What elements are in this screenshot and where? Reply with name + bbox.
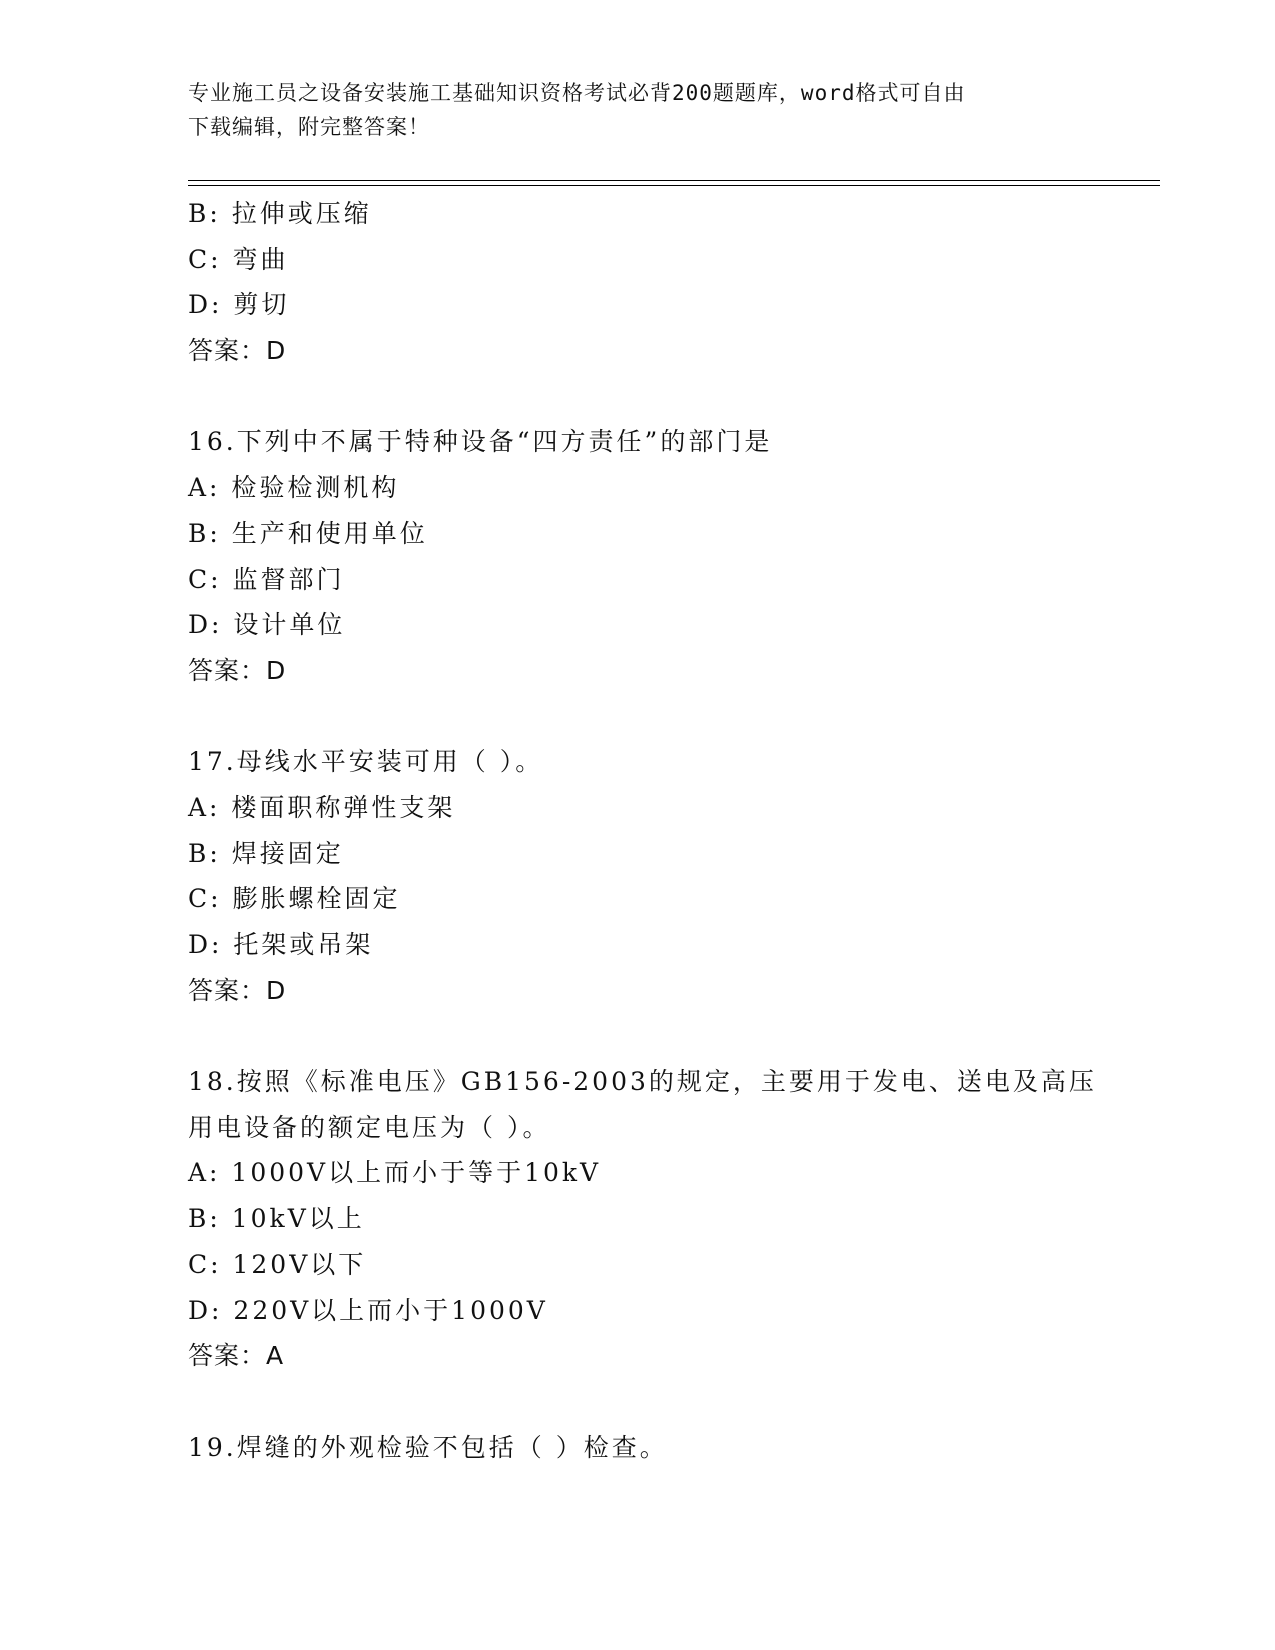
header-divider-bottom [188, 185, 1160, 186]
document-header [188, 76, 1068, 144]
question-16 [188, 419, 1118, 693]
question-15 [188, 191, 1118, 374]
answer-line: 答案：D [188, 975, 287, 1005]
question-stem: 17.母线水平安装可用（ ）。 [188, 747, 544, 777]
option-c: C: 监督部门 [188, 564, 345, 594]
question-spacer [188, 1379, 1118, 1425]
question-spacer [188, 374, 1118, 420]
question-spacer [188, 1013, 1118, 1059]
option-c: C: 120V以下 [188, 1249, 367, 1279]
option-a: A: 楼面职称弹性支架 [188, 792, 456, 822]
answer-line: 答案：D [188, 655, 287, 685]
header-divider-top [188, 180, 1160, 181]
question-list [188, 191, 1118, 1470]
option-d: D: 剪切 [188, 290, 290, 320]
option-d: D: 220V以上而小于1000V [188, 1295, 548, 1325]
option-c: C: 膨胀螺栓固定 [188, 884, 401, 914]
option-a: A: 检验检测机构 [188, 473, 400, 503]
answer-line: 答案：A [188, 1341, 285, 1371]
question-spacer [188, 694, 1118, 740]
option-a: A: 1000V以上而小于等于10kV [188, 1158, 602, 1188]
option-c: C: 弯曲 [188, 244, 289, 274]
question-18 [188, 1059, 1118, 1379]
question-stem-line-1: 18.按照《标准电压》GB156-2003的规定，主要用于发电、送电及高压 [188, 1067, 1097, 1097]
header-title-line-1: 专业施工员之设备安装施工基础知识资格考试必背200题题库，word格式可自由 [188, 81, 966, 105]
option-b: B: 拉伸或压缩 [188, 199, 372, 228]
option-b: B: 焊接固定 [188, 838, 344, 868]
question-stem-line-2: 用电设备的额定电压为（ ）。 [188, 1112, 551, 1142]
question-stem: 19.焊缝的外观检验不包括（ ）检查。 [188, 1432, 668, 1462]
header-title-line-2: 下载编辑，附完整答案！ [188, 115, 430, 139]
question-stem: 16.下列中不属于特种设备“四方责任”的部门是 [188, 427, 773, 457]
question-19 [188, 1425, 1118, 1471]
option-b: B: 生产和使用单位 [188, 518, 428, 548]
option-d: D: 托架或吊架 [188, 930, 374, 959]
question-17 [188, 739, 1118, 1013]
answer-line: 答案：D [188, 336, 287, 366]
option-d: D: 设计单位 [188, 610, 346, 640]
option-b: B: 10kV以上 [188, 1204, 365, 1234]
